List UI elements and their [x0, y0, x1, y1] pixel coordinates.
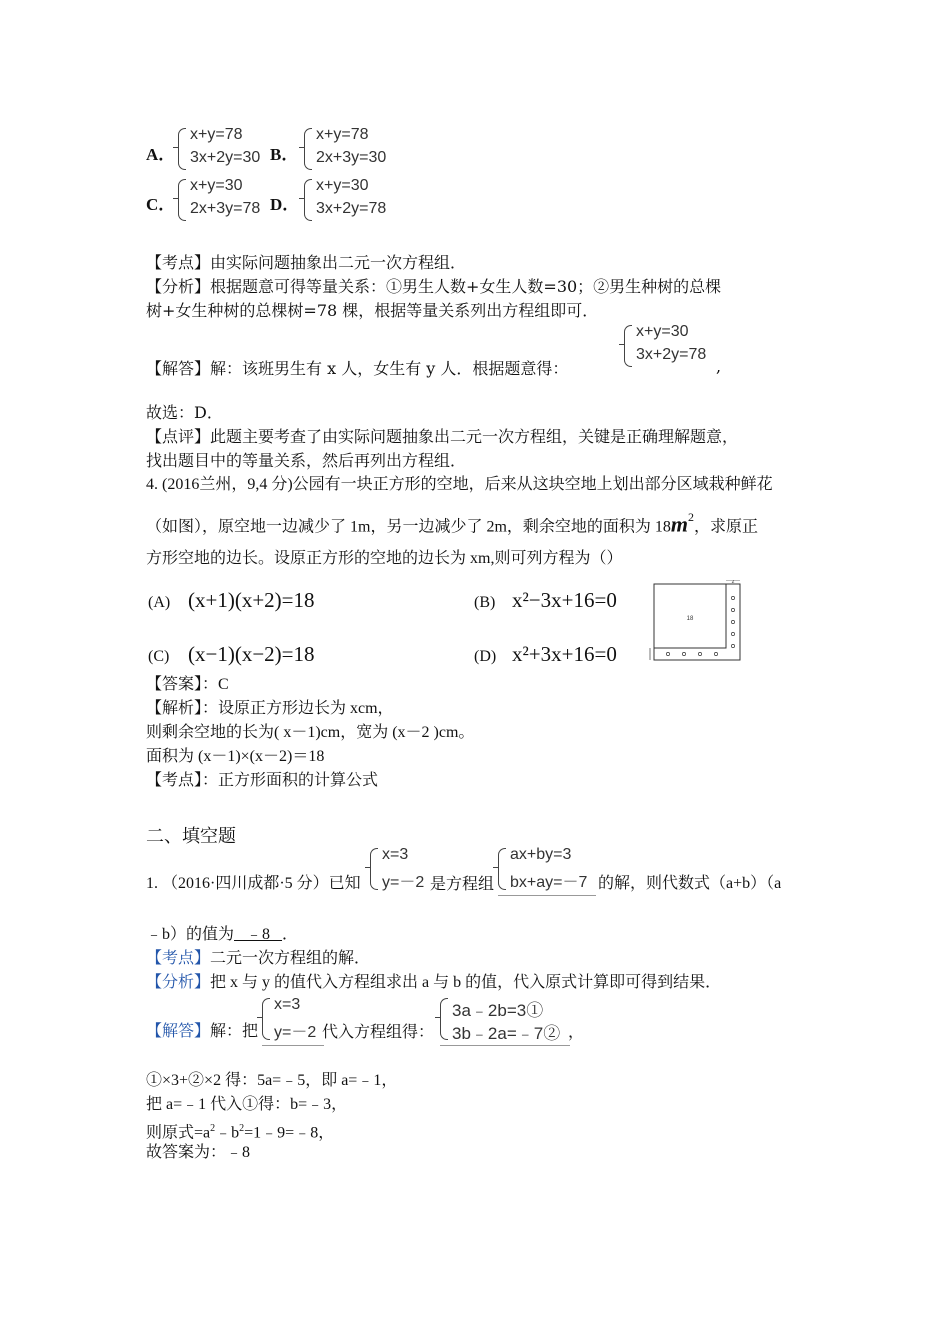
option-d-label: D． — [270, 195, 300, 214]
equation: x=3 — [382, 846, 409, 863]
fill1-jieda-tail: ， — [568, 1022, 585, 1041]
equation: 3x+2y=78 — [636, 346, 707, 363]
jieda-prefix: 解：把 — [210, 1023, 259, 1040]
q4-jiexi: 【解析】：设原正方形边长为 xcm， — [146, 700, 394, 717]
fill1-system — [498, 846, 596, 892]
q4-line2 — [146, 510, 758, 538]
q3-kaodian: 【考点】由实际问题抽象出二元一次方程组． — [146, 253, 467, 272]
fill1-prefix: 1. （2016·四川成都·5 分）已知 — [146, 875, 361, 892]
q4-opt-b: x²−3x+16=0 — [512, 588, 617, 612]
brace — [262, 998, 270, 1040]
fill1-suffix: 的解，则代数式（a+b）（a — [598, 875, 782, 892]
brace — [498, 848, 506, 890]
equation: ax+by=3 — [510, 846, 572, 863]
option-d-system — [304, 177, 404, 223]
jieda-tag: 【解答】 — [146, 1023, 211, 1040]
q4-line2-tail: ，求原正 — [694, 518, 759, 536]
unit-m: m — [670, 511, 689, 537]
equation: x+y=30 — [636, 323, 689, 340]
fill1-middle: 是方程组 — [430, 874, 495, 893]
q4-opt-c: (x−1)(x−2)=18 — [188, 642, 315, 666]
fill1-kaodian-line — [146, 948, 370, 970]
q3-dianping-2: 找出题目中的等量关系，然后再列出方程组． — [146, 451, 467, 470]
fill1-step4: 故答案为：﹣8 — [146, 1144, 251, 1161]
q4-jiexi-3: 面积为 (x－1)×(x－2)＝18 — [146, 748, 325, 765]
fenxi-tag: 【分析】 — [146, 974, 211, 991]
brace — [178, 179, 186, 221]
unit-sup: 2 — [688, 510, 695, 524]
figure-area-label: 18 — [686, 616, 694, 622]
fill1-jieda-given — [262, 996, 324, 1042]
flower-icon — [731, 596, 734, 599]
q4-answer: 【答案】：C — [146, 676, 229, 693]
option-c-label: C． — [146, 195, 176, 214]
option-a-label: A． — [146, 145, 176, 164]
fill1-given-system — [370, 846, 432, 892]
fill1-line2-text: ﹣b）的值为 — [146, 926, 235, 943]
fill1-step1: ①×3+②×2 得：5a=﹣5，即 a=﹣1， — [146, 1072, 398, 1089]
q4-opt-d: x²+3x+16=0 — [512, 642, 617, 666]
q4-opt-c-label: (C) — [148, 648, 170, 665]
step3-text: =1﹣9=﹣8， — [244, 1124, 335, 1142]
sup: 2 — [210, 1123, 216, 1134]
fill1-fenxi-line — [146, 972, 721, 994]
equation: 3x+2y=30 — [190, 149, 261, 166]
option-b-label: B． — [270, 145, 299, 164]
equation: x+y=30 — [190, 177, 243, 194]
q4-line1: 4. (2016兰州，9,4 分)公园有一块正方形的空地，后来从这块空地上划出部分区域栽种鲜花 — [146, 476, 773, 493]
step3-text: ﹣b — [215, 1124, 240, 1142]
brace — [304, 179, 312, 221]
equation: 3x+2y=78 — [316, 200, 387, 217]
q3-fenxi-1: 【分析】根据题意可得等量关系：①男生人数+女生人数=30；②男生种树的总棵 — [146, 277, 722, 296]
flower-icon — [731, 644, 734, 647]
option-a-system — [178, 126, 278, 172]
equation: x+y=78 — [316, 126, 369, 143]
flower-icon — [714, 652, 717, 655]
q4-line3: 方形空地的边长。设原正方形的空地的边长为 xm,则可列方程为（） — [146, 550, 623, 567]
q3-fenxi-2: 树+女生种树的总棵树=78 棵，根据等量关系列出方程组即可． — [146, 301, 599, 320]
fenxi-text: 把 x 与 y 的值代入方程组求出 a 与 b 的值，代入原式计算即可得到结果． — [210, 974, 722, 991]
square-field-figure — [648, 580, 748, 664]
fill1-jieda-line — [146, 1021, 258, 1043]
equation: 3a﹣2b=3① — [452, 1001, 544, 1020]
equation: y=－2 — [274, 1024, 317, 1041]
q4-kaodian: 【考点】：正方形面积的计算公式 — [146, 772, 379, 789]
q3-guxuan: 故选：D． — [146, 403, 223, 422]
q4-jiexi-2: 则剩余空地的长为( x－1)cm，宽为 (x－2 )cm。 — [146, 724, 475, 741]
equation: x=3 — [274, 996, 301, 1013]
brace — [370, 848, 378, 890]
flower-icon — [731, 620, 734, 623]
fill1-jieda-middle: 代入方程组得： — [322, 1022, 435, 1041]
fill1-line2-tail: ． — [282, 926, 299, 943]
fill1-substituted-system — [440, 996, 570, 1042]
equation: bx+ay=－7 — [510, 874, 588, 891]
flower-icon — [698, 652, 701, 655]
brace — [440, 998, 448, 1040]
q3-jieda-system — [624, 323, 724, 369]
flower-icon — [682, 652, 685, 655]
flower-icon — [731, 632, 734, 635]
brace — [304, 128, 312, 170]
q3-jieda-tail: , — [716, 357, 722, 376]
section-title: 二、填空题 — [146, 826, 236, 847]
fill1-answer: ﹣8 — [234, 926, 283, 943]
q3-dianping-1: 【点评】此题主要考查了由实际问题抽象出二元一次方程组，关键是正确理解题意， — [146, 427, 739, 446]
flower-icon — [731, 608, 734, 611]
sup: 2 — [239, 1123, 245, 1134]
equation: 2x+3y=30 — [316, 149, 387, 166]
brace — [624, 325, 632, 367]
fill1-step3 — [146, 1118, 334, 1144]
outer-square — [654, 584, 740, 660]
q4-opt-b-label: (B) — [474, 594, 496, 611]
fill1-line2 — [146, 924, 298, 946]
option-b-system — [304, 126, 404, 172]
kaodian-tag: 【考点】 — [146, 950, 211, 967]
q4-opt-d-label: (D) — [474, 648, 497, 665]
q4-opt-a: (x+1)(x+2)=18 — [188, 588, 315, 612]
equation: 2x+3y=78 — [190, 200, 261, 217]
brace — [178, 128, 186, 170]
q3-jieda: 【解答】解：该班男生有 x 人，女生有 y 人．根据题意得： — [146, 359, 569, 378]
equation: x+y=30 — [316, 177, 369, 194]
q4-line2-text: （如图），原空地一边减少了 1m，另一边减少了 2m，剩余空地的面积为 18 — [146, 518, 671, 536]
figure-top-label: 2 — [731, 580, 735, 585]
option-c-system — [178, 177, 278, 223]
equation: y=－2 — [382, 874, 425, 891]
equation: x+y=78 — [190, 126, 243, 143]
kaodian-text: 二元一次方程组的解． — [210, 950, 371, 967]
fill1-step2: 把 a=﹣1 代入①得：b=﹣3， — [146, 1096, 348, 1113]
q4-opt-a-label: (A) — [148, 594, 171, 611]
step3-text: 则原式=a — [146, 1124, 211, 1142]
flower-icon — [666, 652, 669, 655]
equation: 3b﹣2a=﹣7② — [452, 1024, 561, 1043]
